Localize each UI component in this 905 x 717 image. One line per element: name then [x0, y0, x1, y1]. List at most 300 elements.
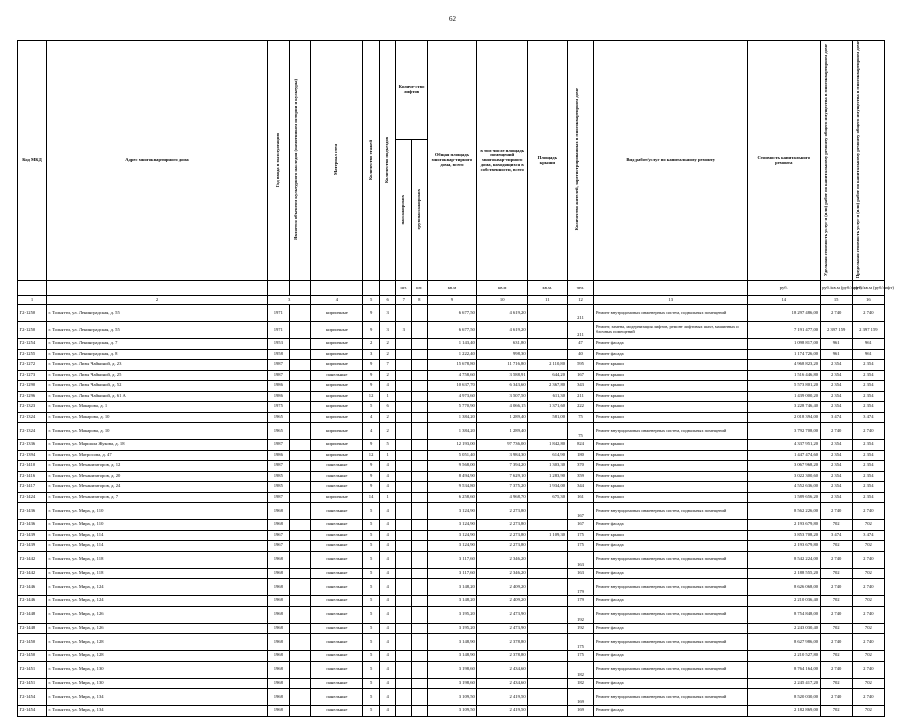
heritage-cell: [289, 568, 311, 579]
column-numbers-row: [18, 296, 885, 305]
max-cost-cell: 2 354: [852, 482, 884, 493]
entrances-cell: 6: [379, 402, 396, 413]
wall-material-cell: кирпичные: [311, 402, 363, 413]
owned-area-cell: 4 619,20: [477, 305, 528, 322]
unit-cell: [311, 281, 363, 296]
heritage-cell: [289, 322, 311, 339]
owned-area-cell: 3 588,91: [477, 370, 528, 381]
unit-cost-cell: 702: [820, 596, 852, 607]
col-passenger-header: пассажирских: [396, 140, 412, 281]
max-cost-cell: 2 740: [852, 305, 884, 322]
col-cargo-header: грузопассажирских: [412, 140, 428, 281]
table-row: [18, 402, 885, 413]
table-row: [18, 503, 885, 520]
cargo-elevators-cell: [412, 651, 428, 662]
floors-cell: 5: [363, 596, 380, 607]
max-cost-cell: 2 740: [852, 634, 884, 651]
entrances-cell: 7: [379, 360, 396, 371]
year-cell: 1987: [267, 370, 289, 381]
year-cell: 1968: [267, 503, 289, 520]
heritage-cell: [289, 541, 311, 552]
table-row: [18, 412, 885, 423]
owned-area-cell: 2 273,80: [477, 503, 528, 520]
floors-cell: 5: [363, 606, 380, 623]
residents-cell: 179: [567, 579, 594, 596]
heritage-cell: [289, 370, 311, 381]
column-number-cell: 16: [852, 296, 884, 305]
column-number-cell: 6: [379, 296, 396, 305]
residents-cell: 344: [567, 482, 594, 493]
work-type-cell: Ремонт фасада: [594, 706, 747, 717]
year-cell: 1958: [267, 349, 289, 360]
table-row: [18, 370, 885, 381]
year-cell: 1975: [267, 402, 289, 413]
work-type-cell: Ремонт фасада: [594, 339, 747, 350]
column-number-cell: 4: [311, 296, 363, 305]
owned-area-cell: 2 346,20: [477, 568, 528, 579]
cost-cell: 2 210 036,40: [747, 596, 820, 607]
cargo-elevators-cell: [412, 440, 428, 451]
roof-area-cell: 1 303,30: [528, 461, 567, 472]
cost-cell: 8 764 164,00: [747, 661, 820, 678]
residents-cell: 179: [567, 596, 594, 607]
year-cell: 1953: [267, 339, 289, 350]
residents-cell: 163: [567, 551, 594, 568]
passenger-elevators-cell: [396, 440, 412, 451]
floors-cell: 9: [363, 360, 380, 371]
heritage-cell: [289, 503, 311, 520]
wall-material-cell: панельные: [311, 482, 363, 493]
passenger-elevators-cell: [396, 634, 412, 651]
table-row: [18, 579, 885, 596]
table-row: [18, 461, 885, 472]
floors-cell: 5: [363, 568, 380, 579]
house-code-cell: Г2-1442: [18, 568, 47, 579]
unit-cost-cell: 2 740: [820, 503, 852, 520]
passenger-elevators-cell: [396, 661, 412, 678]
heritage-cell: [289, 651, 311, 662]
residents-cell: 175: [567, 530, 594, 541]
total-area-cell: 3 148,20: [427, 579, 477, 596]
cargo-elevators-cell: [412, 678, 428, 689]
total-area-cell: 3 124,90: [427, 503, 477, 520]
cost-cell: 4 552 636,00: [747, 482, 820, 493]
house-code-cell: Г2-1296: [18, 391, 47, 402]
roof-area-cell: [528, 551, 567, 568]
house-code-cell: Г2-1255: [18, 349, 47, 360]
floors-cell: 12: [363, 450, 380, 461]
roof-area-cell: 614,90: [528, 450, 567, 461]
floors-cell: 14: [363, 492, 380, 503]
residents-cell: 167: [567, 503, 594, 520]
address-cell: г. Тольятти, ул. Маршала Жукова, д. 18: [47, 440, 268, 451]
owned-area-cell: 3 984,30: [477, 450, 528, 461]
unit-cost-cell: 961: [820, 349, 852, 360]
cost-cell: 18 297 486,00: [747, 305, 820, 322]
owned-area-cell: 2 473,90: [477, 606, 528, 623]
house-code-cell: Г2-1454: [18, 689, 47, 706]
residents-cell: 222: [567, 402, 594, 413]
col-heritage-header: Является объектом культурного наследия (памятником истории и культуры): [289, 41, 311, 281]
total-area-cell: 5 051,40: [427, 450, 477, 461]
total-area-cell: 3 109,50: [427, 706, 477, 717]
roof-area-cell: 1 934,00: [528, 482, 567, 493]
max-cost-cell: 3 474: [852, 530, 884, 541]
table-row: [18, 706, 885, 717]
passenger-elevators-cell: [396, 461, 412, 472]
house-code-cell: Г2-1250: [18, 322, 47, 339]
address-cell: г. Тольятти, ул. Мира, д. 118: [47, 551, 268, 568]
year-cell: 1985: [267, 471, 289, 482]
work-type-cell: Ремонт внутридомовых инженерных систем, подвальных помещений: [594, 606, 747, 623]
total-area-cell: 1 384,20: [427, 412, 477, 423]
owned-area-cell: 4 968,70: [477, 492, 528, 503]
cost-cell: 3 067 968,20: [747, 461, 820, 472]
residents-cell: 180: [567, 450, 594, 461]
table-row: [18, 450, 885, 461]
entrances-cell: 4: [379, 689, 396, 706]
cargo-elevators-cell: [412, 530, 428, 541]
wall-material-cell: панельные: [311, 568, 363, 579]
cargo-elevators-cell: [412, 305, 428, 322]
total-area-cell: 1 143,40: [427, 339, 477, 350]
floors-cell: 5: [363, 503, 380, 520]
owned-area-cell: 2 378,80: [477, 651, 528, 662]
max-cost-cell: 3 474: [852, 412, 884, 423]
work-type-cell: Ремонт фасада: [594, 596, 747, 607]
residents-cell: 163: [567, 568, 594, 579]
residents-cell: 175: [567, 541, 594, 552]
wall-material-cell: кирпичные: [311, 381, 363, 392]
house-code-cell: Г2-1451: [18, 661, 47, 678]
max-cost-cell: 2 740: [852, 551, 884, 568]
entrances-cell: 1: [379, 450, 396, 461]
passenger-elevators-cell: [396, 360, 412, 371]
passenger-elevators-cell: [396, 402, 412, 413]
year-cell: 1968: [267, 623, 289, 634]
work-type-cell: Ремонт крыши: [594, 461, 747, 472]
cargo-elevators-cell: [412, 450, 428, 461]
page-number: 62: [449, 15, 456, 23]
col-year-header: Год ввода в эксплуатацию: [267, 41, 289, 281]
owned-area-cell: 2 434,60: [477, 661, 528, 678]
entrances-cell: 5: [379, 440, 396, 451]
max-cost-cell: 2 354: [852, 440, 884, 451]
residents-cell: 211: [567, 322, 594, 339]
work-type-cell: Ремонт крыши: [594, 482, 747, 493]
passenger-elevators-cell: [396, 520, 412, 531]
total-area-cell: 3 148,90: [427, 651, 477, 662]
cost-cell: 2 018 394,00: [747, 412, 820, 423]
entrances-cell: 2: [379, 339, 396, 350]
year-cell: 1968: [267, 661, 289, 678]
address-cell: г. Тольятти, ул. Мира, д. 126: [47, 606, 268, 623]
total-area-cell: 4 758,60: [427, 370, 477, 381]
year-cell: 1968: [267, 651, 289, 662]
work-type-cell: Ремонт крыши: [594, 530, 747, 541]
unit-cell: [289, 281, 311, 296]
residents-cell: 40: [567, 349, 594, 360]
floors-cell: 9: [363, 461, 380, 472]
address-cell: г. Тольятти, ул. Макарова, д. 10: [47, 412, 268, 423]
roof-area-cell: [528, 423, 567, 440]
cargo-elevators-cell: [412, 402, 428, 413]
unit-cell: кв.м: [477, 281, 528, 296]
house-code-cell: Г2-1273: [18, 370, 47, 381]
work-type-cell: Ремонт, замена, модернизация лифтов, ремонт лифтовых шахт, машинных и блочных помещений: [594, 322, 747, 339]
unit-cost-cell: 961: [820, 339, 852, 350]
max-cost-cell: 961: [852, 349, 884, 360]
cost-cell: 3 022 300,60: [747, 471, 820, 482]
owned-area-cell: 2 378,80: [477, 634, 528, 651]
work-type-cell: Ремонт крыши: [594, 450, 747, 461]
unit-cost-cell: 2 354: [820, 440, 852, 451]
owned-area-cell: 998,30: [477, 349, 528, 360]
column-number-cell: 1: [18, 296, 47, 305]
wall-material-cell: панельные: [311, 661, 363, 678]
roof-area-cell: 1 109,30: [528, 530, 567, 541]
unit-cost-cell: 702: [820, 678, 852, 689]
max-cost-cell: 702: [852, 541, 884, 552]
unit-cell: кв.м.: [528, 281, 567, 296]
table-row: [18, 568, 885, 579]
heritage-cell: [289, 440, 311, 451]
owned-area-cell: 2 434,60: [477, 678, 528, 689]
cargo-elevators-cell: [412, 322, 428, 339]
cost-cell: 1 447 474,60: [747, 450, 820, 461]
house-code-cell: Г2-1446: [18, 596, 47, 607]
entrances-cell: 4: [379, 623, 396, 634]
floors-cell: 5: [363, 541, 380, 552]
year-cell: 1965: [267, 412, 289, 423]
passenger-elevators-cell: [396, 482, 412, 493]
max-cost-cell: 2 740: [852, 423, 884, 440]
total-area-cell: 6 258,60: [427, 492, 477, 503]
heritage-cell: [289, 689, 311, 706]
cost-cell: 2 210 527,80: [747, 651, 820, 662]
cargo-elevators-cell: [412, 706, 428, 717]
cost-cell: 2 193 679,80: [747, 520, 820, 531]
cost-cell: 3 853 708,20: [747, 530, 820, 541]
work-type-cell: Ремонт крыши: [594, 391, 747, 402]
floors-cell: 12: [363, 391, 380, 402]
cost-cell: 4 337 951,20: [747, 440, 820, 451]
col-total-area-header: Общая площадь многоквар-тирного дома, всего: [427, 41, 477, 281]
house-code-cell: Г2-1323: [18, 402, 47, 413]
unit-cost-cell: 2 354: [820, 402, 852, 413]
table-row: [18, 596, 885, 607]
floors-cell: 5: [363, 530, 380, 541]
max-cost-cell: 2 354: [852, 402, 884, 413]
cost-cell: 5 573 801,20: [747, 381, 820, 392]
cost-cell: 2 245 417,20: [747, 678, 820, 689]
heritage-cell: [289, 412, 311, 423]
unit-cost-cell: 2 354: [820, 450, 852, 461]
max-cost-cell: 2 354: [852, 471, 884, 482]
roof-area-cell: [528, 596, 567, 607]
entrances-cell: 1: [379, 391, 396, 402]
table-row: [18, 381, 885, 392]
work-type-cell: Ремонт крыши: [594, 440, 747, 451]
work-type-cell: Ремонт внутридомовых инженерных систем, подвальных помещений: [594, 634, 747, 651]
cargo-elevators-cell: [412, 579, 428, 596]
owned-area-cell: 2 273,80: [477, 541, 528, 552]
wall-material-cell: панельные: [311, 678, 363, 689]
cost-cell: 2 193 679,80: [747, 541, 820, 552]
house-code-cell: Г2-1436: [18, 520, 47, 531]
total-area-cell: 5 770,90: [427, 402, 477, 413]
roof-area-cell: 1 283,90: [528, 471, 567, 482]
unit-cost-cell: 2 740: [820, 551, 852, 568]
wall-material-cell: панельные: [311, 370, 363, 381]
owned-area-cell: 7 394,20: [477, 461, 528, 472]
table-row: [18, 520, 885, 531]
work-type-cell: Ремонт фасада: [594, 651, 747, 662]
house-code-cell: Г2-1272: [18, 360, 47, 371]
house-code-cell: Г2-1324: [18, 423, 47, 440]
total-area-cell: 3 148,20: [427, 596, 477, 607]
residents-cell: 75: [567, 412, 594, 423]
max-cost-cell: 2 354: [852, 370, 884, 381]
roof-area-cell: [528, 541, 567, 552]
col-wall-header: Материал стен: [311, 41, 363, 281]
floors-cell: 4: [363, 423, 380, 440]
column-number-cell: 8: [412, 296, 428, 305]
year-cell: 1968: [267, 689, 289, 706]
table-row: [18, 322, 885, 339]
entrances-cell: 4: [379, 482, 396, 493]
address-cell: г. Тольятти, ул. Макарова, д. 10: [47, 423, 268, 440]
year-cell: 1968: [267, 606, 289, 623]
max-cost-cell: 2 354: [852, 492, 884, 503]
unit-cost-cell: 3 474: [820, 412, 852, 423]
year-cell: 1968: [267, 596, 289, 607]
total-area-cell: 3 117,60: [427, 568, 477, 579]
house-code-cell: Г2-1250: [18, 305, 47, 322]
address-cell: г. Тольятти, ул. Мира, д. 114: [47, 541, 268, 552]
residents-cell: 167: [567, 520, 594, 531]
passenger-elevators-cell: [396, 423, 412, 440]
owned-area-cell: 6 343,60: [477, 381, 528, 392]
passenger-elevators-cell: [396, 450, 412, 461]
passenger-elevators-cell: [396, 471, 412, 482]
address-cell: г. Тольятти, ул. Ленинградская, д. 8: [47, 349, 268, 360]
residents-cell: 167: [567, 370, 594, 381]
cost-cell: 1 589 656,20: [747, 492, 820, 503]
roof-area-cell: [528, 349, 567, 360]
work-type-cell: Ремонт крыши: [594, 360, 747, 371]
house-code-cell: Г2-1324: [18, 412, 47, 423]
house-code-cell: Г2-1454: [18, 706, 47, 717]
address-cell: г. Тольятти, ул. Мира, д. 130: [47, 661, 268, 678]
column-number-cell: 15: [820, 296, 852, 305]
roof-area-cell: 675,30: [528, 492, 567, 503]
max-cost-cell: 702: [852, 568, 884, 579]
work-type-cell: Ремонт внутридомовых инженерных систем, подвальных помещений: [594, 503, 747, 520]
passenger-elevators-cell: [396, 706, 412, 717]
unit-cost-cell: 3 474: [820, 530, 852, 541]
entrances-cell: 4: [379, 579, 396, 596]
roof-area-cell: 1 842,80: [528, 440, 567, 451]
address-cell: г. Тольятти, ул. Ленинградская, д. 55: [47, 305, 268, 322]
floors-cell: 5: [363, 689, 380, 706]
total-area-cell: 3 195,20: [427, 623, 477, 634]
house-code-cell: Г2-1416: [18, 471, 47, 482]
max-cost-cell: 702: [852, 520, 884, 531]
owned-area-cell: 97 736,00: [477, 440, 528, 451]
owned-area-cell: 1 289,40: [477, 423, 528, 440]
work-type-cell: Ремонт внутридомовых инженерных систем, подвальных помещений: [594, 689, 747, 706]
house-code-cell: Г2-1436: [18, 503, 47, 520]
total-area-cell: 3 117,60: [427, 551, 477, 568]
col-max-cost-header: Предельная стоимость услуг и (или) работ по капитальному ремонту общего имущества в многоквартирном доме: [852, 41, 884, 281]
wall-material-cell: кирпичные: [311, 423, 363, 440]
house-code-cell: Г2-1448: [18, 623, 47, 634]
unit-cost-cell: 2 740: [820, 305, 852, 322]
unit-cost-cell: 2 740: [820, 423, 852, 440]
house-code-cell: Г2-1450: [18, 634, 47, 651]
cargo-elevators-cell: [412, 623, 428, 634]
cost-cell: 1 439 000,20: [747, 391, 820, 402]
cargo-elevators-cell: [412, 596, 428, 607]
owned-area-cell: 2 419,50: [477, 689, 528, 706]
entrances-cell: 2: [379, 370, 396, 381]
heritage-cell: [289, 661, 311, 678]
total-area-cell: 8 494,90: [427, 471, 477, 482]
floors-cell: 3: [363, 349, 380, 360]
max-cost-cell: 702: [852, 706, 884, 717]
wall-material-cell: кирпичные: [311, 322, 363, 339]
roof-area-cell: [528, 651, 567, 662]
unit-cost-cell: 2 740: [820, 689, 852, 706]
roof-area-cell: [528, 503, 567, 520]
cargo-elevators-cell: [412, 541, 428, 552]
entrances-cell: 1: [379, 492, 396, 503]
roof-area-cell: [528, 661, 567, 678]
cargo-elevators-cell: [412, 349, 428, 360]
residents-cell: 343: [567, 381, 594, 392]
address-cell: г. Тольятти, ул. Механизаторов, д. 12: [47, 461, 268, 472]
floors-cell: 9: [363, 370, 380, 381]
total-area-cell: 3 195,20: [427, 606, 477, 623]
unit-cost-cell: 2 740: [820, 634, 852, 651]
owned-area-cell: 7 629,10: [477, 471, 528, 482]
work-type-cell: Ремонт внутридомовых инженерных систем, подвальных помещений: [594, 579, 747, 596]
owned-area-cell: 2 409,20: [477, 579, 528, 596]
work-type-cell: Ремонт фасада: [594, 541, 747, 552]
unit-cost-cell: 702: [820, 651, 852, 662]
floors-cell: 5: [363, 678, 380, 689]
year-cell: 1968: [267, 568, 289, 579]
wall-material-cell: панельные: [311, 596, 363, 607]
year-cell: 1968: [267, 706, 289, 717]
wall-material-cell: панельные: [311, 503, 363, 520]
entrances-cell: 4: [379, 461, 396, 472]
table-row: [18, 305, 885, 322]
unit-cost-cell: 2 354: [820, 461, 852, 472]
col-work-type-header: Вид работ/услуг по капитальному ремонту: [594, 41, 747, 281]
wall-material-cell: кирпичные: [311, 339, 363, 350]
total-area-cell: 9 568,00: [427, 461, 477, 472]
col-elevators-header: Количе-ство лифтов: [396, 41, 427, 140]
year-cell: 1971: [267, 305, 289, 322]
cargo-elevators-cell: [412, 412, 428, 423]
entrances-cell: 4: [379, 568, 396, 579]
residents-cell: 211: [567, 305, 594, 322]
heritage-cell: [289, 360, 311, 371]
max-cost-cell: 2 354: [852, 391, 884, 402]
address-cell: г. Тольятти, ул. Механизаторов, д. 7: [47, 492, 268, 503]
